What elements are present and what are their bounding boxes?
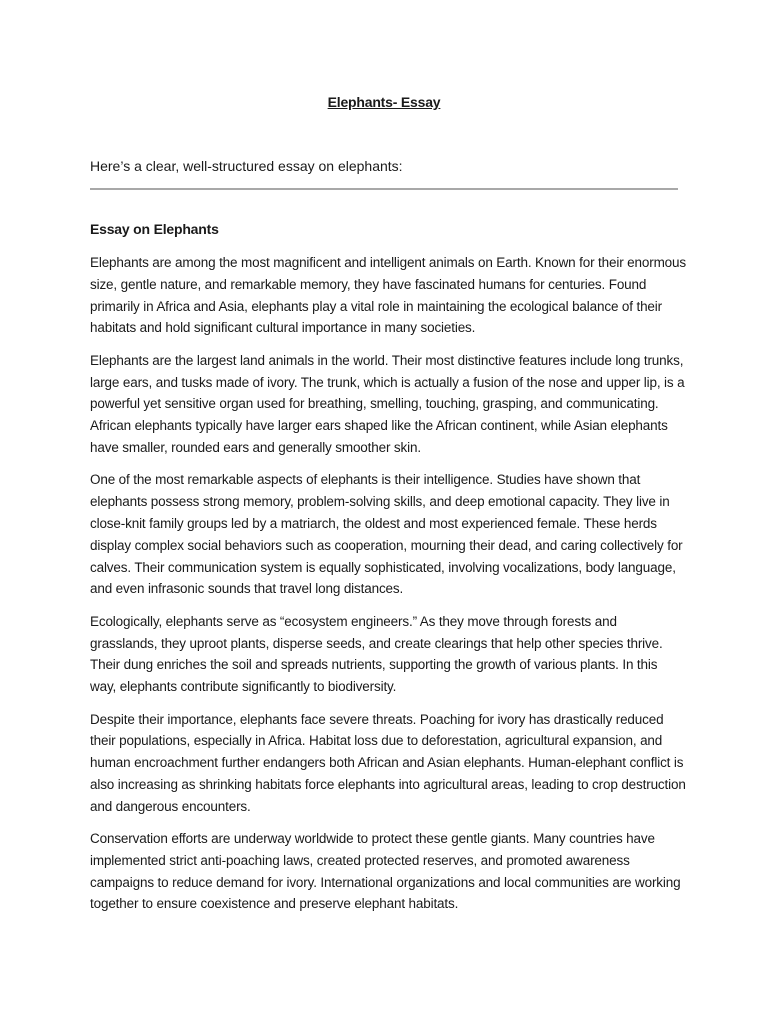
- paragraph-conservation: Conservation efforts are underway worldwide to protect these gentle giants. Many countries have implemented strict anti-poaching laws, created protected reserves, and promoted awareness campaigns to reduce demand for ivory. International organizations and local communities are working together to ensure coexistence and preserve elephant habitats.: [90, 831, 681, 912]
- paragraph-intelligence: One of the most remarkable aspects of elephants is their intelligence. Studies have shown that elephants possess strong memory, problem-solving skills, and deep emotional capacity. They live in close-knit family groups led by a matriarch, the oldest and most experienced female. These herds display complex social behaviors such as cooperation, mourning their dead, and caring collectively for calves. Their communication system is equally sophisticated, involving vocalizations, body language, and even infrasonic sounds that travel long distances.: [90, 472, 683, 597]
- paragraph-physical-features: Elephants are the largest land animals in the world. Their most distinctive features include long trunks, large ears, and tusks made of ivory. The trunk, which is actually a fusion of the nose and upper lip, is a powerful yet sensitive organ used for breathing, smelling, touching, grasping, and communicating. African elephants typically have larger ears shaped like the African continent, while Asian elephants have smaller, rounded ears and generally smoother skin.: [90, 352, 685, 455]
- paragraph-ecology: Ecologically, elephants serve as “ecosystem engineers.” As they move through forests and grasslands, they uproot plants, disperse seeds, and create clearings that help other species thrive. Their dung enriches the soil and spreads nutrients, supporting the growth of various plants. In this way, elephants contribute significantly to biodiversity.: [90, 613, 663, 695]
- horizontal-divider: [90, 188, 678, 190]
- paragraph-introduction: Elephants are among the most magnificent and intelligent animals on Earth. Known for their enormous size, gentle nature, and remarkable memory, they have fascinated humans for centuries. Found primarily in Africa and Asia, elephants play a vital role in maintaining the ecological balance of their habitats and hold significant cultural importance in many societies.: [90, 255, 686, 336]
- intro-text: Here’s a clear, well-structured essay on elephants:: [90, 158, 403, 174]
- section-heading: Essay on Elephants: [90, 221, 219, 237]
- essay-body: [90, 252, 686, 926]
- document-title: Elephants- Essay: [327, 94, 441, 110]
- paragraph-threats: Despite their importance, elephants face severe threats. Poaching for ivory has drastically reduced their populations, especially in Africa. Habitat loss due to deforestation, agricultural expansion, and human encroachment further endangers both African and Asian elephants. Human-elephant conflict is also increasing as shrinking habitats force elephants into agricultural areas, leading to crop destruction and dangerous encounters.: [90, 711, 686, 814]
